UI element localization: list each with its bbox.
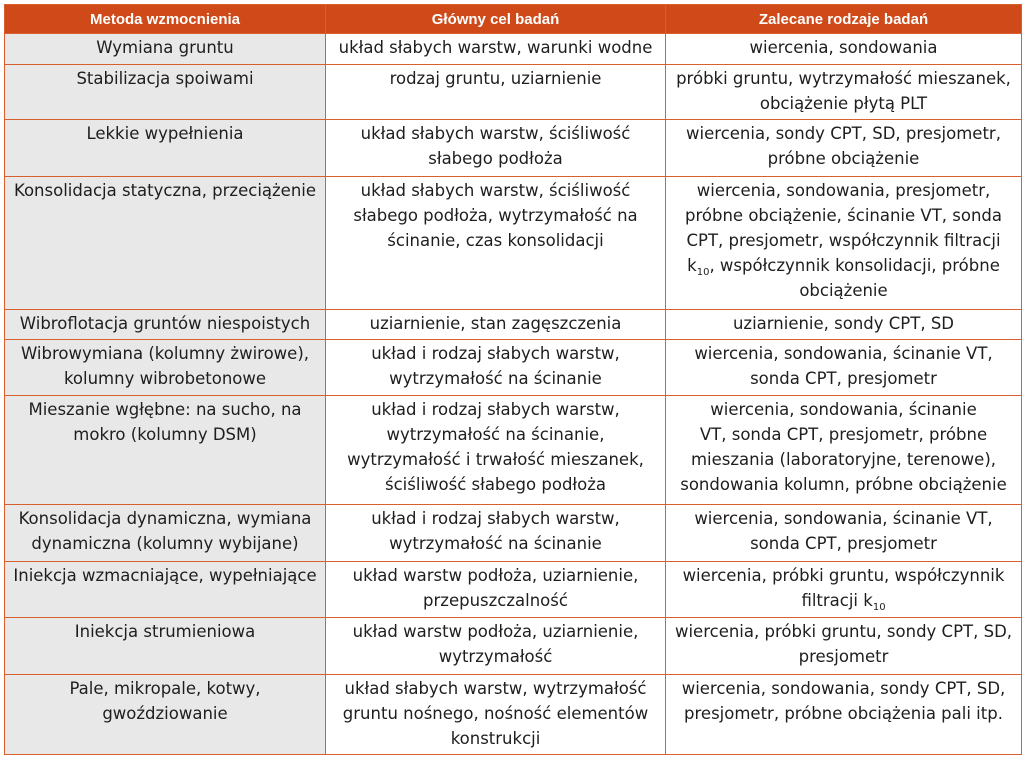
cell-method <box>5 618 326 675</box>
cell-line: uziarnienie, stan zagęszczenia <box>369 314 622 334</box>
cell-tests <box>666 674 1022 754</box>
cell-tests <box>666 618 1022 675</box>
cell-line: układ i rodzaj słabych warstw, <box>371 343 620 363</box>
cell-line: Iniekcja strumieniowa <box>74 622 256 642</box>
cell-line: $k_{10}$, współczynnik konsolidacji, próbne <box>687 255 1000 278</box>
cell-line: kolumny wibrobetonowe <box>63 368 267 388</box>
cell-tests <box>666 176 1022 310</box>
cell-line: obciążenie płytą PLT <box>759 94 928 114</box>
cell-line: układ i rodzaj słabych warstw, <box>371 508 620 528</box>
header-tests: Zalecane rodzaje badań <box>666 5 1022 34</box>
cell-line: Stabilizacja spoiwami <box>76 69 254 89</box>
cell-line: próbne obciążenie <box>767 149 920 169</box>
table-row <box>5 339 1022 396</box>
cell-goal <box>326 339 666 396</box>
cell-line: sonda CPT, presjometr <box>750 368 937 388</box>
cell-line: sondowania kolumn, próbne obciążenie <box>680 475 1007 495</box>
table-row <box>5 65 1022 120</box>
cell-line: słabego podłoża, wytrzymałość na <box>353 205 638 225</box>
cell-line: Wibroflotacja gruntów niespoistych <box>19 314 311 334</box>
table-row <box>5 120 1022 177</box>
cell-line: presjometr, próbne obciążenia pali itp. <box>684 703 1003 723</box>
table-header-row <box>5 5 1022 34</box>
cell-line: sonda CPT, presjometr <box>750 533 937 553</box>
cell-line: słabego podłoża <box>428 149 563 169</box>
cell-line: wiercenia, sondowania, sondy CPT, SD, <box>681 678 1006 698</box>
cell-line: układ warstw podłoża, uziarnienie, <box>352 622 639 642</box>
cell-line: układ i rodzaj słabych warstw, <box>371 400 620 420</box>
cell-tests <box>666 561 1022 618</box>
cell-line: Wibrowymiana (kolumny żwirowe), <box>20 343 310 363</box>
methods-table <box>4 4 1022 755</box>
cell-line: układ słabych warstw, ściśliwość <box>360 124 631 144</box>
cell-goal <box>326 120 666 177</box>
cell-method <box>5 120 326 177</box>
cell-line: mokro (kolumny DSM) <box>73 425 257 445</box>
table-row <box>5 561 1022 618</box>
cell-method <box>5 34 326 65</box>
cell-line: próbne obciążenie, ścinanie VT, sonda <box>685 205 1002 225</box>
cell-line: mieszania (laboratoryjne, terenowe), <box>690 450 997 470</box>
cell-method <box>5 176 326 310</box>
cell-tests <box>666 396 1022 504</box>
cell-tests <box>666 120 1022 177</box>
cell-line: gruntu nośnego, nośność elementów <box>342 703 649 723</box>
cell-line: CPT, presjometr, współczynnik filtracji <box>686 230 1001 250</box>
cell-line: przepuszczalność <box>423 590 568 610</box>
cell-tests <box>666 34 1022 65</box>
cell-line: ściśliwość słabego podłoża <box>385 475 606 495</box>
cell-line: próbki gruntu, wytrzymałość mieszanek, <box>676 69 1011 89</box>
table-row <box>5 396 1022 504</box>
table-row <box>5 618 1022 675</box>
cell-line: obciążenie <box>799 280 888 300</box>
table-row <box>5 674 1022 754</box>
cell-goal <box>326 176 666 310</box>
cell-goal <box>326 34 666 65</box>
table-row <box>5 504 1022 561</box>
cell-line: wiercenia, sondowania, ścinanie VT, <box>694 343 993 363</box>
cell-method <box>5 65 326 120</box>
table-row <box>5 310 1022 339</box>
cell-line: Pale, mikropale, kotwy, <box>69 678 261 698</box>
cell-line: filtracji $k_{10}$ <box>801 590 886 613</box>
cell-line: wiercenia, sondy CPT, SD, presjometr, <box>686 124 1001 144</box>
cell-line: wytrzymałość na ścinanie <box>389 368 602 388</box>
cell-method <box>5 396 326 504</box>
cell-line: wytrzymałość i trwałość mieszanek, <box>347 450 644 470</box>
cell-line: wiercenia, próbki gruntu, współczynnik <box>682 565 1005 585</box>
cell-line: wytrzymałość na ścinanie <box>389 533 602 553</box>
cell-line: Konsolidacja dynamiczna, wymiana <box>18 508 312 528</box>
cell-goal <box>326 310 666 339</box>
cell-method <box>5 504 326 561</box>
cell-line: dynamiczna (kolumny wybijane) <box>31 533 299 553</box>
cell-line: Lekkie wypełnienia <box>86 124 244 144</box>
cell-tests <box>666 310 1022 339</box>
cell-line: wytrzymałość <box>438 647 553 667</box>
cell-method <box>5 561 326 618</box>
cell-line: ścinanie, czas konsolidacji <box>387 230 604 250</box>
cell-goal <box>326 618 666 675</box>
cell-line: układ słabych warstw, warunki wodne <box>338 38 653 57</box>
cell-line: uziarnienie, sondy CPT, SD <box>732 314 955 334</box>
cell-line: układ słabych warstw, ściśliwość <box>360 180 631 200</box>
cell-line: wiercenia, sondowania <box>749 38 938 57</box>
cell-line: wiercenia, próbki gruntu, sondy CPT, SD, <box>674 622 1013 642</box>
cell-line: Wymiana gruntu <box>96 38 234 57</box>
cell-line: presjometr <box>798 647 889 667</box>
cell-tests <box>666 65 1022 120</box>
table-row <box>5 176 1022 310</box>
cell-line: wiercenia, sondowania, ścinanie VT, <box>694 508 993 528</box>
cell-line: wytrzymałość na ścinanie, <box>386 425 605 445</box>
header-method: Metoda wzmocnienia <box>5 5 326 34</box>
cell-goal <box>326 561 666 618</box>
cell-tests <box>666 504 1022 561</box>
cell-line: wiercenia, sondowania, presjometr, <box>696 180 991 200</box>
cell-goal <box>326 396 666 504</box>
cell-method <box>5 339 326 396</box>
cell-goal <box>326 65 666 120</box>
cell-line: konstrukcji <box>450 728 541 748</box>
cell-line: Iniekcja wzmacniające, wypełniające <box>13 565 317 585</box>
cell-line: rodzaj gruntu, uziarnienie <box>389 69 602 89</box>
cell-goal <box>326 674 666 754</box>
cell-line: układ warstw podłoża, uziarnienie, <box>352 565 639 585</box>
cell-line: Konsolidacja statyczna, przeciążenie <box>13 180 317 200</box>
cell-line: wiercenia, sondowania, ścinanie <box>710 400 977 420</box>
cell-goal <box>326 504 666 561</box>
cell-method <box>5 310 326 339</box>
cell-line: układ słabych warstw, wytrzymałość <box>344 678 647 698</box>
cell-tests <box>666 339 1022 396</box>
cell-line: gwoździowanie <box>102 703 228 723</box>
table-row <box>5 34 1022 65</box>
cell-method <box>5 674 326 754</box>
cell-line: Mieszanie wgłębne: na sucho, na <box>28 400 302 420</box>
cell-line: VT, sonda CPT, presjometr, próbne <box>699 425 988 445</box>
header-goal: Główny cel badań <box>326 5 666 34</box>
